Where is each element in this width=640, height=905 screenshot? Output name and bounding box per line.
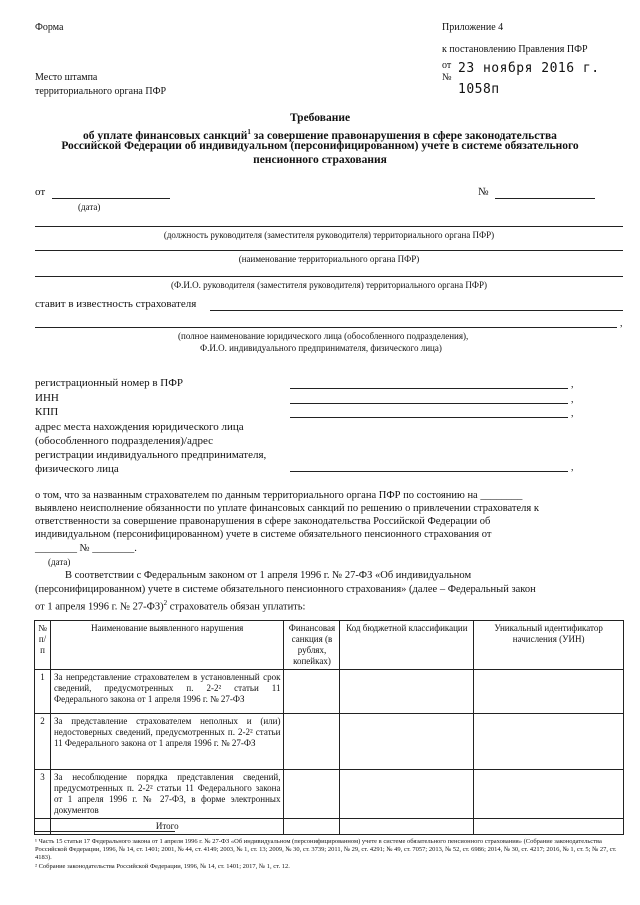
sanctions-table — [34, 620, 624, 835]
row-uin-cell[interactable] — [474, 670, 624, 714]
row-num: 1 — [35, 670, 51, 714]
table-header-row — [35, 621, 624, 670]
row-violation: За представление страхователем неполных и (или) недостоверных сведений, предусмотренных п. 2-2² статьи 11 Федерального закона от 1 апреля 1996 г. № 27-ФЗ — [50, 714, 283, 770]
organ-field-line[interactable] — [35, 250, 623, 251]
fio-caption: (Ф.И.О. руководителя (заместителя руководителя) территориального органа ПФР) — [171, 280, 487, 290]
date-caption: (дата) — [78, 202, 101, 212]
date-field-line[interactable] — [52, 198, 170, 199]
insurer-field-line-2[interactable] — [35, 327, 617, 328]
paragraph-line: о том, что за названным страхователем по данным территориального органа ПФР по состоянию на ________ — [35, 490, 523, 501]
table-total-row — [35, 819, 624, 835]
from-label: от — [35, 186, 46, 198]
kpp-label: КПП — [35, 406, 59, 418]
total-label: Итого — [50, 819, 283, 835]
inn-comma: , — [571, 394, 574, 405]
number-label: № — [478, 186, 489, 198]
row-kbk-cell[interactable] — [340, 670, 474, 714]
row-uin-cell[interactable] — [474, 770, 624, 819]
document-subtitle-3: пенсионного страхования — [253, 154, 387, 166]
number-field-line[interactable] — [495, 198, 595, 199]
insurer-caption-2: Ф.И.О. индивидуального предпринимателя, физического лица) — [200, 343, 442, 353]
total-kbk-cell[interactable] — [340, 819, 474, 835]
total-uin-cell[interactable] — [474, 819, 624, 835]
position-caption: (должность руководителя (заместителя руководителя) территориального органа ПФР) — [163, 230, 495, 240]
header-kbk: Код бюджетной классификации — [340, 621, 474, 670]
header-sanction: Финансовая санкция (в рублях, копейках) — [284, 621, 340, 670]
row-violation: За несоблюдение порядка представления сведений, предусмотренных п. 2-2² статьи 11 Федерального закона от 1 апреля 1996 г. № 27-ФЗ, в форме электронных документов — [50, 770, 283, 819]
footnote-2: ² Собрание законодательства Российской Федерации, 1996, № 14, ст. 1401; 2017, № 1, ст. 12. — [35, 863, 290, 870]
stamp-place-label: Место штампа — [35, 72, 98, 83]
stamp-place-caption: территориального органа ПФР — [35, 86, 167, 97]
table-row — [35, 770, 624, 819]
paragraph-line: индивидуальном (персонифицированном) учете в системе обязательного пенсионного страхования от — [35, 529, 492, 540]
address-label-1: адрес места нахождения юридического лица — [35, 421, 244, 433]
insurer-comma: , — [620, 318, 623, 329]
row-kbk-cell[interactable] — [340, 770, 474, 819]
document-title: Требование — [289, 112, 351, 124]
row-sanction-cell[interactable] — [284, 670, 340, 714]
paragraph-line: выявлено неисполнение обязанности по уплате финансовых санкций по решению о привлечении страхователя к — [35, 503, 539, 514]
appendix-label: Приложение 4 — [442, 22, 504, 33]
total-sanction-cell[interactable] — [284, 819, 340, 835]
address-comma: , — [571, 462, 574, 473]
row-num: 2 — [35, 714, 51, 770]
footnote-divider — [35, 831, 175, 832]
header-violation: Наименование выявленного нарушения — [50, 621, 283, 670]
notify-label: ставит в известность страхователя — [35, 298, 197, 310]
insurer-caption-1: (полное наименование юридического лица (обособленного подразделения), — [178, 331, 469, 341]
header-num: № п/п — [35, 621, 51, 670]
header-uin: Уникальный идентификатор начисления (УИН) — [474, 621, 624, 670]
kpp-comma: , — [571, 408, 574, 419]
address-label-2: (обособленного подразделения)/адрес — [35, 435, 213, 447]
reg-number-comma: , — [571, 379, 574, 390]
resolution-label: к постановлению Правления ПФР — [442, 44, 588, 55]
paragraph-line: В соответствии с Федеральным законом от 1 апреля 1996 г. № 27-ФЗ «Об индивидуальном — [65, 570, 472, 581]
reg-number-field[interactable] — [290, 388, 568, 389]
row-kbk-cell[interactable] — [340, 714, 474, 770]
paragraph-line: (персонифицированном) учете в системе обязательного пенсионного страхования» (далее – Федеральный закон — [35, 584, 536, 595]
row-violation: За непредставление страхователем в установленный срок сведений, предусмотренных п. 2-2² статьи 11 Федерального закона от 1 апреля 1996 г. № 27-ФЗ — [50, 670, 283, 714]
from-prefix: от — [442, 60, 452, 71]
address-field[interactable] — [290, 471, 568, 472]
footnote-1: ¹ Часть 15 статьи 17 Федерального закона от 1 апреля 1996 г. № 27-ФЗ «Об индивидуальном (персонифицированном) учете в системе обязательного пенсионного страхования» (Собрание законодательства Российской Федерации, 1996, № 14, ст. 1401; 2001, № 44, ст. 4149; 2003, № 1, ст. 13; 2009, № 30, ст. 3739; 2011, № 29, ст. 4291; № 49, ст. 7057; 2013, № 52, ст. 6986; 2014, № 30, ст. 4217; 2016, № 1, ст. 5; № 27, ст. 4183). — [35, 838, 617, 861]
address-label-4: физического лица — [35, 463, 119, 475]
paragraph-line: от 1 апреля 1996 г. № 27-ФЗ)$^2$ страхователь обязан уплатить: — [35, 599, 306, 613]
inn-field[interactable] — [290, 403, 568, 404]
address-label-3: регистрации индивидуального предпринимателя, — [35, 449, 267, 461]
inn-label: ИНН — [35, 392, 59, 404]
organ-caption: (наименование территориального органа ПФР) — [238, 254, 420, 264]
resolution-date: 23 ноября 2016 г. — [458, 61, 600, 76]
document-subtitle-2: Российской Федерации об индивидуальном (персонифицированном) учете в системе обязательного — [61, 140, 579, 152]
table-row — [35, 670, 624, 714]
document-subtitle-1: об уплате финансовых санкций$^1$ за совершение правонарушения в сфере законодательства — [83, 128, 557, 142]
paragraph-line: ________ № ________. — [35, 543, 137, 554]
fio-field-line[interactable] — [35, 276, 623, 277]
insurer-field-line-1[interactable] — [210, 310, 623, 311]
form-label: Форма — [35, 22, 64, 33]
paragraph-line: ответственности за совершение правонарушения в сфере законодательства Российской Федерации об — [35, 516, 491, 527]
row-num: 3 — [35, 770, 51, 819]
table-row — [35, 714, 624, 770]
position-field-line[interactable] — [35, 226, 623, 227]
total-num-cell — [35, 819, 51, 835]
row-sanction-cell[interactable] — [284, 714, 340, 770]
reg-number-label: регистрационный номер в ПФР — [35, 377, 184, 389]
kpp-field[interactable] — [290, 417, 568, 418]
row-sanction-cell[interactable] — [284, 770, 340, 819]
decision-date-caption: (дата) — [48, 557, 71, 567]
row-uin-cell[interactable] — [474, 714, 624, 770]
no-prefix: № — [442, 72, 452, 83]
resolution-number: 1058п — [458, 82, 500, 97]
